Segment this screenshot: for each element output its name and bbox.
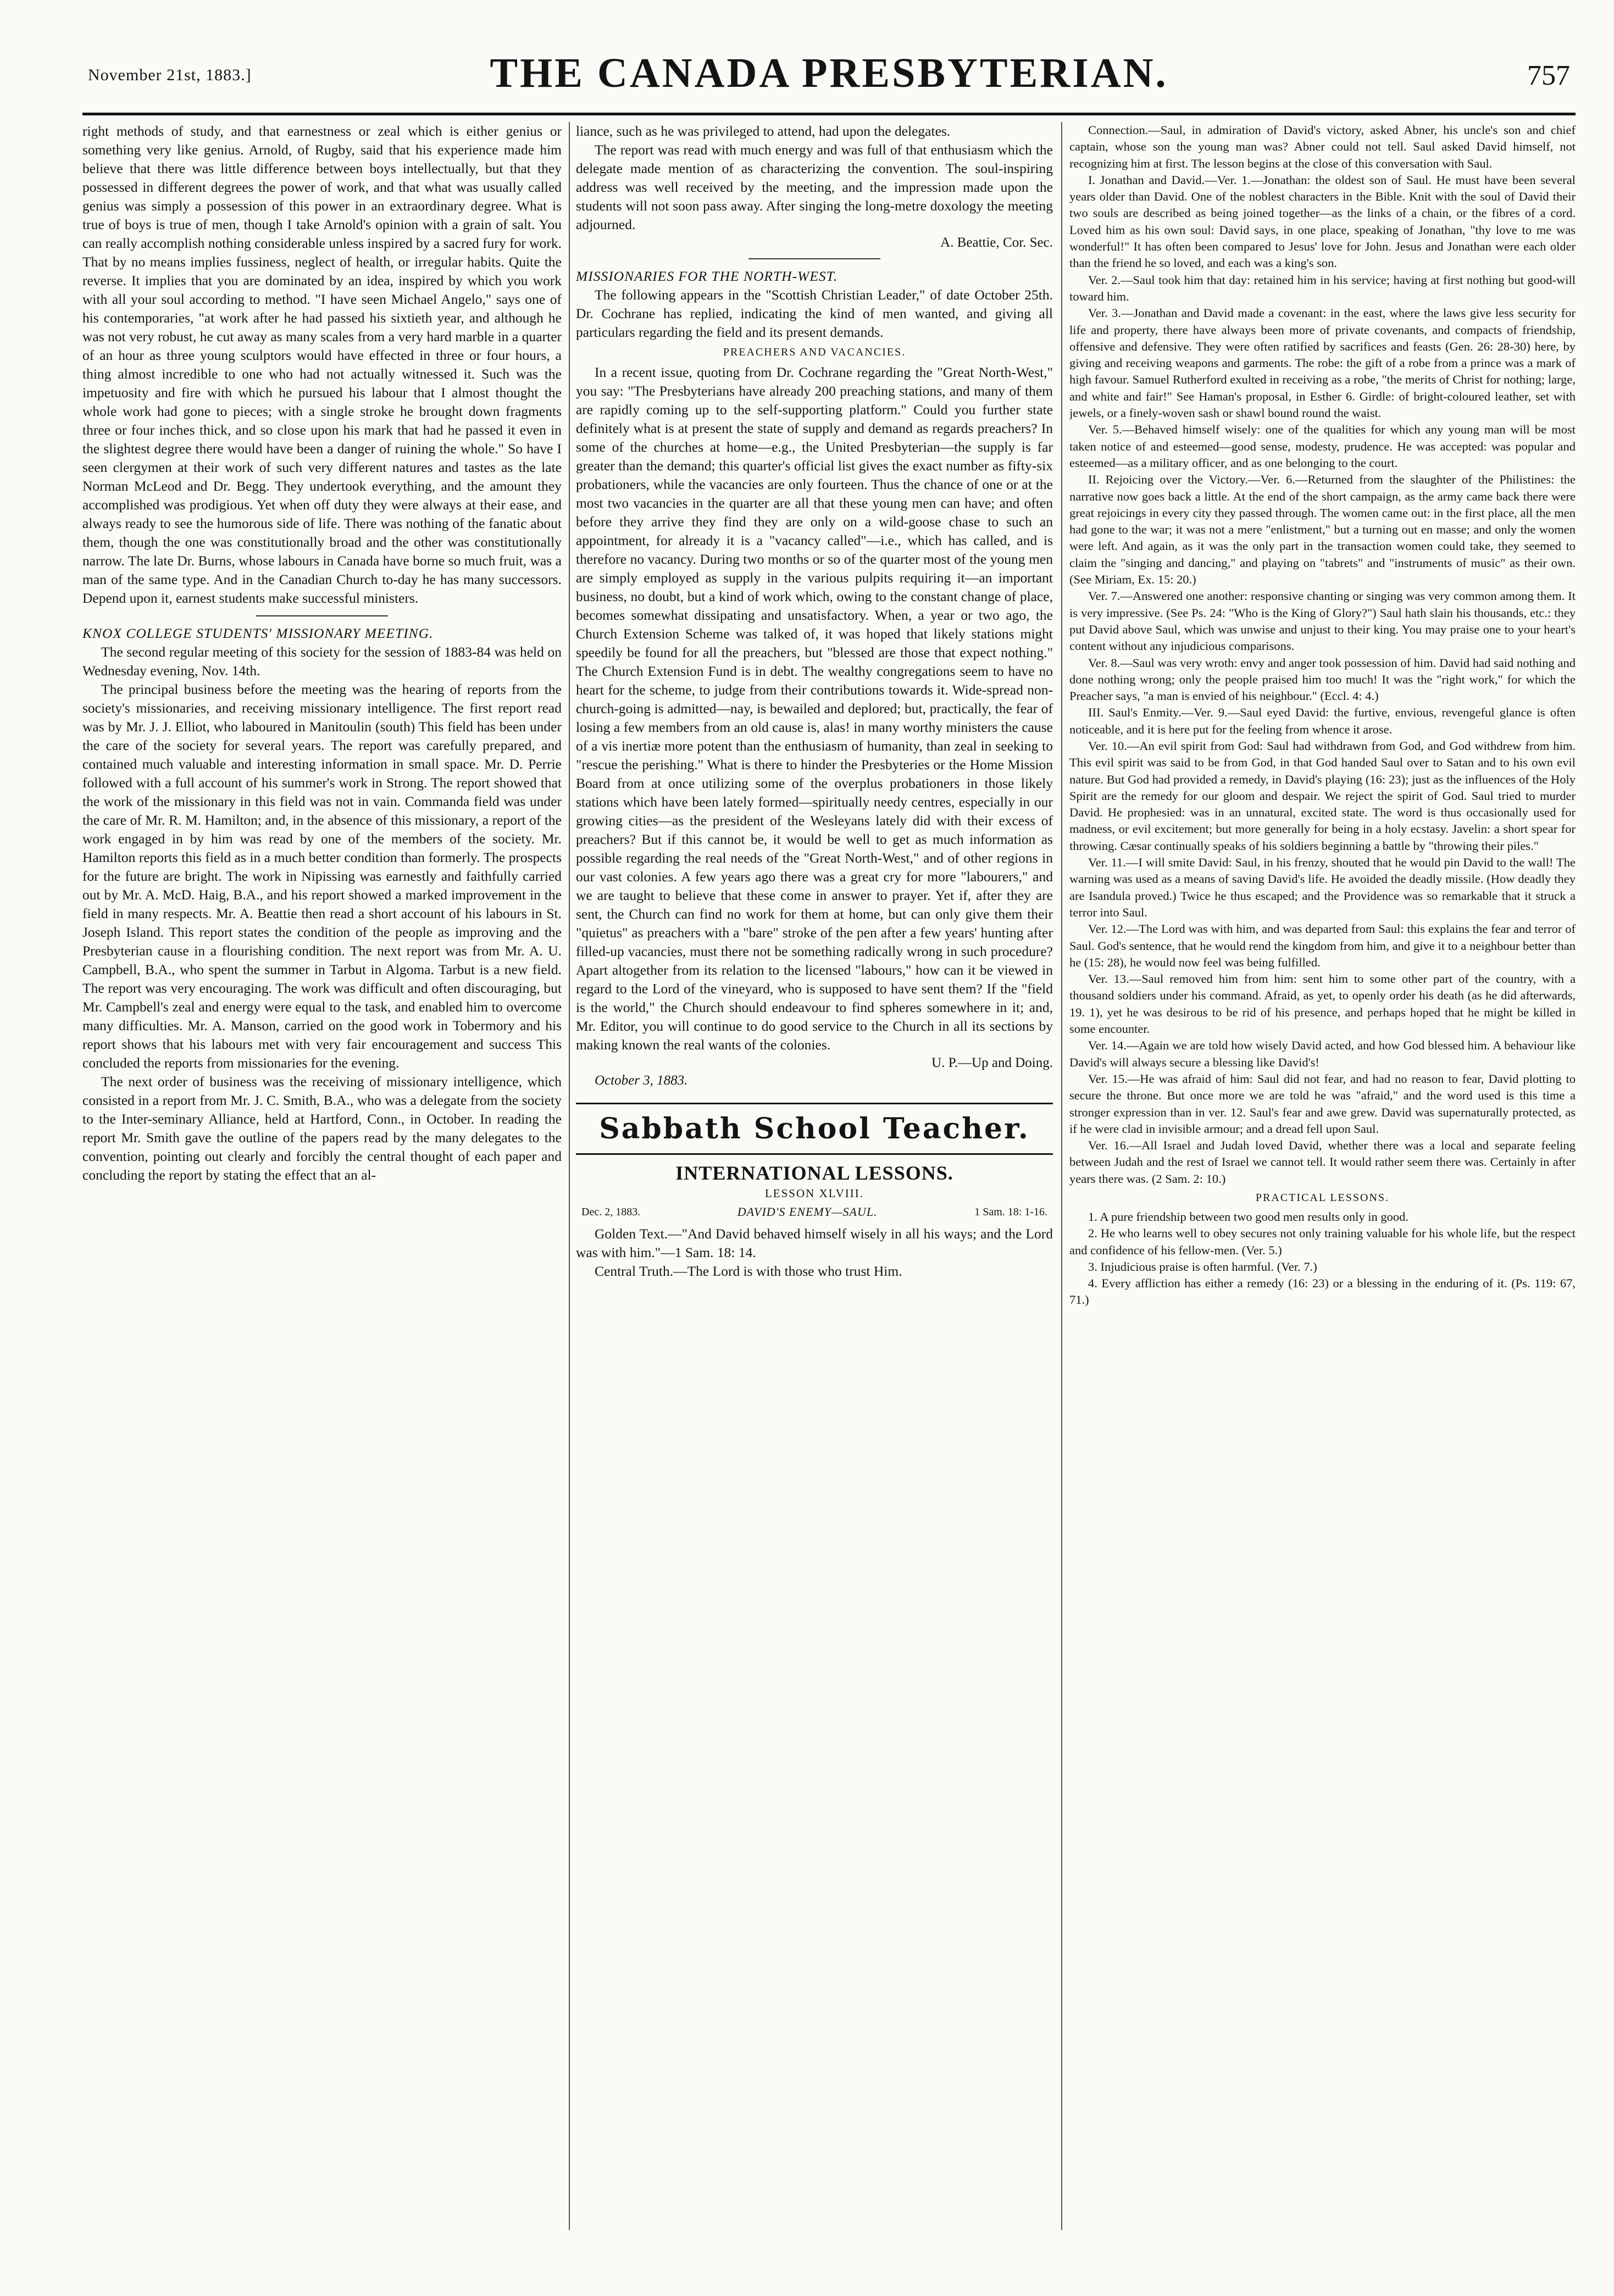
column-divider — [569, 122, 570, 2230]
practical-lesson-item: 4. Every affliction has either a remedy (16: 23) or a blessing in the enduring of it. (Ps. 119: 67, 71.) — [1069, 1276, 1576, 1307]
section-title-missionaries: MISSIONARIES FOR THE NORTH-WEST. — [576, 268, 838, 284]
column-3 — [1069, 122, 1576, 2230]
lesson-date: Dec. 2, 1883. — [581, 1205, 641, 1218]
sabbath-school-banner: Sabbath School Teacher. — [576, 1103, 1053, 1155]
lesson-paragraph: Ver. 5.—Behaved himself wisely: one of the qualities for which any young man will be most taken notice of and esteemed—good sense, modesty, prudence. He was accepted: was popular and esteemed—as a military officer, and as one belonging to the court. — [1069, 422, 1576, 470]
lesson-title: DAVID'S ENEMY—SAUL. — [737, 1205, 878, 1219]
lesson-paragraph: Ver. 16.—All Israel and Judah loved David, whether there was a local and separate feeling between Judah and the rest of Israel we cannot tell. It would rather seem there was. Certainly in after years there was. (2 Sam. 2: 10.) — [1069, 1138, 1576, 1186]
article-paragraph: liance, such as he was privileged to attend, had upon the delegates. — [576, 123, 951, 139]
section-divider — [748, 258, 880, 259]
masthead — [82, 43, 1576, 109]
article-paragraph: The principal business before the meeting was the hearing of reports from the society's missionaries, and receiving missionary intelligence. The first report read was by Mr. J. J. Elliot, who laboured in Manitoulin (south) This field has been under the care of the society for several years. The report was carefully prepared, and contained much valuable and interesting information in small space. Mr. D. Perrie followed with a full account of his summer's work in Strong. The report showed that the work of the missionary in this field was not in vain. Commanda field was under the care of Mr. R. M. Hamilton; and, in the absence of this missionary, a report of the work engaged in by him was read by one of the members of the society. Mr. Hamilton reports this field as in a much better condition than formerly. The prospects for the future are bright. The work in Nipissing was earnestly and faithfully carried out by Mr. A. McD. Haig, B.A., and his report showed a marked improvement in the field in many respects. Mr. A. Beattie then read a short account of his labours in St. Joseph Island. This report states the condition of the people as improving and the Presbyterian cause in a flourishing condition. The next report was from Mr. A. U. Campbell, B.A., who spent the summer in Tarbut in Algoma. Tarbut is a new field. The report was very encouraging. The work was difficult and often discouraging, but Mr. Campbell's zeal and energy were equal to the task, and enabled him to overcome many difficulties. Mr. A. Manson, carried on the good work in Tobermory and his report shows that his labours met with very fair encouragement and success This concluded the reports from missionaries for the evening. — [82, 681, 562, 1071]
signature: A. Beattie, Cor. Sec. — [940, 235, 1053, 250]
lesson-paragraph: II. Rejoicing over the Victory.—Ver. 6.—Returned from the slaughter of the Philistines: the narrative now goes back a little. At the end of the short campaign, as the army came back there were great rejoicings in every city they passed through. The women came out: in the first place, all the men had gone to the war; it was not a mere "enlistment," but a turning out en masse; and only the women were left. And again, as it was the only part in the transaction women could take, they seemed to claim the "singing and dancing," and playing on "tabrets" and "instruments of music" as their own. (See Miriam, Ex. 15: 20.) — [1069, 472, 1576, 587]
lesson-reference: 1 Sam. 18: 1-16. — [974, 1205, 1047, 1218]
golden-text: Golden Text.—"And David behaved himself wisely in all his ways; and the Lord was with him."—1 Sam. 18: 14. — [576, 1226, 1053, 1260]
lesson-paragraph: Ver. 12.—The Lord was with him, and was departed from Saul: this explains the fear and terror of Saul. God's sentence, that he would rend the kingdom from him, and give it to a neighbour better than he (15: 28), he would now feel was being fulfilled. — [1069, 922, 1576, 969]
page-number: 757 — [1527, 60, 1570, 91]
practical-lessons-title: PRACTICAL LESSONS. — [1255, 1192, 1390, 1204]
lesson-paragraph: Ver. 3.—Jonathan and David made a covenant: in the east, where the laws give less security for life and property, there have always been more of private covenants, and compacts of friendship, offensive and defensive. They were often ratified by sacrifices and feasts (Gen. 26: 28-30) here, by giving and receiving weapons and garments. The robe: the gift of a robe from a prince was a mark of high favour. Samuel Rutherford exulted in receiving as a robe, "the merits of Christ for nothing; large, and white and fair!" See Haman's proposal, in Esther 6. Girdle: of bright-coloured leather, set with jewels, or a finely-woven sash or shawl bound round the waist. — [1069, 306, 1576, 420]
lessons-heading: INTERNATIONAL LESSONS. — [675, 1162, 953, 1184]
article-date: October 3, 1883. — [595, 1073, 688, 1088]
article-paragraph: The following appears in the "Scottish Christian Leader," of date October 25th. Dr. Cochrane has replied, indicating the kind of men wanted, and giving all particulars regarding the field and its present demands. — [576, 287, 1053, 340]
header-rule — [82, 113, 1576, 115]
article-paragraph: right methods of study, and that earnestness or zeal which is either genius or something very like genius. Arnold, of Rugby, said that his experience made him believe that there was little difference between boys intellectually, but that they possessed in different degrees the power of work, and that what was usually called genius was simply a possession of this power in an extraordinary degree. What is true of boys is true of men, though I take Arnold's opinion with a grain of salt. You can really accomplish nothing considerable unless inspired by a sacred fury for work. That by no means implies fussiness, neglect of health, or irregular habits. Quite the reverse. It implies that you are dominated by an idea, inspired by which you work with all your soul according to method. "I have seen Michael Angelo," says one of his contemporaries, "at work after he had passed his sixtieth year, and although he was not very robust, he cut away as many scales from a very hard marble in a quarter of an hour as three young sculptors would have effected in three or four hours, a thing almost incredible to one who had not actually witnessed it. Such was the impetuosity and fire with which he pursued his labour that I almost thought the whole work had gone to pieces; with a single stroke he brought down fragments three or four inches thick, and so close upon his mark that had he passed it even in the slightest degree there would have been a danger of ruining the whole." So have I seen clergymen at their work of such very different natures and tastes as the late Norman McLeod and Dr. Begg. They undertook everything, and the amount they accomplished was prodigious. Yet when off duty they were always at their ease, and always ready to see the humorous side of life. There was nothing of the fanatic about them, though the one was constitutionally broad and the other was constitutionally narrow. The late Dr. Burns, whose labours in Canada have borne so much fruit, was a man of the same type. And in the Canadian Church to-day he has many successors. Depend upon it, earnest students make successful ministers. — [82, 123, 562, 606]
lesson-paragraph: I. Jonathan and David.—Ver. 1.—Jonathan: the oldest son of Saul. He must have been several years older than David. One of the noblest characters in the Bible. Knit with the soul of David their two souls are described as being joined together—as the links of a chain, or the fibres of a cord. Loved him as his own soul: David says, in one place, speaking of Jonathan, "thy love to me was wonderful!" It has often been compared to Jesus' love for John. Jesus and Jonathan were each older than the friend he so loved, and each was a king's son. — [1069, 173, 1576, 270]
lesson-paragraph: Ver. 15.—He was afraid of him: Saul did not fear, and had no reason to fear, David plotting to secure the throne. But once more we are told he was "afraid," and the word used is this time a stronger expression than in ver. 12. Saul's fear and awe grew. David was supernaturally protected, as if he were clad in invisible armour; and a dread fell upon Saul. — [1069, 1071, 1576, 1136]
lesson-paragraph: Ver. 10.—An evil spirit from God: Saul had withdrawn from God, and God withdrew from him. This evil spirit was said to be from God, in that God handed Saul over to Satan and to his own evil nature. But God had provided a remedy, in David's playing (16: 23); just as the influences of the Holy Spirit are the remedy for our gloom and despair. We reject the spirit of God. Saul tried to murder David. He prophesied: was in an unnatural, excited state. The word is thus occasionally used for madness, or evil excitement; but more generally for being in a holy ecstasy. Javelin: a short spear for throwing. Cæsar continually speaks of his soldiers beginning a battle by "throwing their piles." — [1069, 738, 1576, 853]
article-paragraph: In a recent issue, quoting from Dr. Cochrane regarding the "Great North-West," you say: "The Presbyterians have already 200 preaching stations, and many of them are rapidly coming up to the self-supporting platform." Could you further state definitely what is at present the state of supply and demand as regards preachers? In some of the churches at home—e.g., the United Presbyterian—the supply is far greater than the demand; this quarter's official list gives the exact number as fifty-six probationers, while the vacancies are only fourteen. Thus the chance of one or at the most two vacancies in the quarter are all that these young men can have; and often before they arrive they find they are only on a wild-goose chase to such an appointment, for already it is a "vacancy called"—i.e., which has called, and is therefore no vacancy. During two months or so of the quarter most of the young men are simply employed as supply in the various pulpits requiring it—an important business, no doubt, but a kind of work which, owing to the constant change of place, becomes somewhat dissipating and unsatisfactory. When, a year or two ago, the Church Extension Scheme was talked of, it was hoped that likely stations might speedily be found for all the preachers, but "blessed are those that expect nothing." The Church Extension Fund is in debt. The wealthy congregations seem to have no heart for the scheme, to judge from their contributions towards it. Wide-spread non-church-going is admitted—nay, is bewailed and deplored; but, practically, the fear of losing a few members from an old cause is, alas! in many worthy ministers the cause of a vis inertiæ more potent than the enthusiasm of humanity, than zeal in seeking to "rescue the perishing." What is there to hinder the Presbyteries or the Home Mission Board from at once utilizing some of the overplus probationers in those likely stations which have been lately formed—spiritually needy centres, especially in our growing cities—as the president of the Wesleyans lately did with their excess of preachers? But if this cannot be, it would be well to get as much information as possible regarding the real needs of the "Great North-West," and of other regions in our vast colonies. A few years ago there was a great cry for more "labourers," and we are taught to believe that these come in answer to prayer. Yet if, after they are sent, the Church can find no work for them at home, but can only give them their "quietus" as preachers with a "bare" stroke of the pen after a few years' hunting after filled-up vacancies, must there not be something radically wrong in such procedure? Apart altogether from its relation to the licensed "labours," how can it be viewed in regard to the Lord of the vineyard, who is supposed to have sent them? If the "field is the world," the Church should endeavour to find spheres somewhere in it; and, Mr. Editor, you will continue to do good service to the Church in all its sections by making known the real wants of the colonies. — [576, 364, 1053, 1053]
signature: U. P.—Up and Doing. — [931, 1055, 1053, 1070]
lesson-paragraph: Ver. 11.—I will smite David: Saul, in his frenzy, shouted that he would pin David to the wall! The warning was used as a means of saving David's life. He avoided the deadly missile. (How deadly they are Isandula proved.) Twice he thus escaped; and the Providence was so remarkable that it struck a terror into Saul. — [1069, 855, 1576, 919]
lesson-paragraph: III. Saul's Enmity.—Ver. 9.—Saul eyed David: the furtive, envious, revengeful glance is often noticeable, and it is here put for the feeling from whence it arose. — [1069, 705, 1576, 736]
practical-lesson-item: 3. Injudicious praise is often harmful. (Ver. 7.) — [1088, 1259, 1317, 1274]
lesson-number: LESSON XLVIII. — [764, 1187, 864, 1200]
subsection-title: PREACHERS AND VACANCIES. — [723, 346, 906, 358]
column-1 — [82, 122, 562, 2230]
lesson-paragraph: Ver. 14.—Again we are told how wisely David acted, and how God blessed him. A behaviour like David's will always secure a blessing like David's! — [1069, 1038, 1576, 1069]
column-2 — [576, 122, 1053, 2230]
article-paragraph: The second regular meeting of this society for the session of 1883-84 was held on Wednesday evening, Nov. 14th. — [82, 644, 562, 679]
lesson-paragraph: Connection.—Saul, in admiration of David's victory, asked Abner, his uncle's son and chief captain, whose son the young man was? Abner could not tell. Saul asked David himself, not recognizing him at first. The lesson begins at the close of this conversation with Saul. — [1069, 123, 1576, 170]
practical-lesson-item: 1. A pure friendship between two good men results only in good. — [1088, 1210, 1409, 1224]
section-divider — [256, 615, 388, 616]
newspaper-title: THE CANADA PRESBYTERIAN. — [490, 50, 1168, 96]
lesson-paragraph: Ver. 2.—Saul took him that day: retained him in his service; having at first nothing but good-will toward him. — [1069, 273, 1576, 303]
column-divider — [1061, 122, 1062, 2230]
lesson-paragraph: Ver. 13.—Saul removed him from him: sent him to some other part of the country, with a thousand soldiers under his command. Afraid, as yet, to openly order his death (as he did afterwards, 19. 1), yet he was desirous to be rid of his presence, and perhaps hoped that he might be killed in some encounter. — [1069, 972, 1576, 1036]
lesson-info — [581, 1205, 1047, 1219]
section-title-knox-college: KNOX COLLEGE STUDENTS' MISSIONARY MEETING. — [82, 625, 434, 641]
article-paragraph: The report was read with much energy and was full of that enthusiasm which the delegate made mention of as characterizing the convention. The soul-inspiring address was well received by the meeting, and the impression made upon the students will not soon pass away. After singing the long-metre doxology the meeting adjourned. — [576, 142, 1053, 232]
central-truth: Central Truth.—The Lord is with those who trust Him. — [595, 1263, 902, 1279]
lesson-paragraph: Ver. 7.—Answered one another: responsive chanting or singing was very common among them. It is very impressive. (See Ps. 24: "Who is the King of Glory?") Saul hath slain his thousands, etc.: they put David above Saul, which was unwise and unjust to their king. You may praise one to your heart's content without any injudicious comparisons. — [1069, 589, 1576, 653]
issue-date: November 21st, 1883.] — [88, 66, 252, 84]
lesson-paragraph: Ver. 8.—Saul was very wroth: envy and anger took possession of him. David had said nothing and done nothing wrong; only the people praised him too much! It was the "right work," for which the Preacher says, "a man is envied of his neighbour." (Eccl. 4: 4.) — [1069, 655, 1576, 703]
practical-lesson-item: 2. He who learns well to obey secures not only training valuable for his whole life, but the respect and confidence of his fellow-men. (Ver. 5.) — [1069, 1226, 1576, 1257]
article-paragraph: The next order of business was the receiving of missionary intelligence, which consisted in a report from Mr. J. C. Smith, B.A., who was a delegate from the society to the Inter-seminary Alliance, held at Hartford, Conn., in October. In reading the report Mr. Smith gave the outline of the papers read by the many delegates to the convention, pointing out clearly and forcibly the central thought of each paper and concluding the report by stating the effect that an al- — [82, 1074, 562, 1183]
